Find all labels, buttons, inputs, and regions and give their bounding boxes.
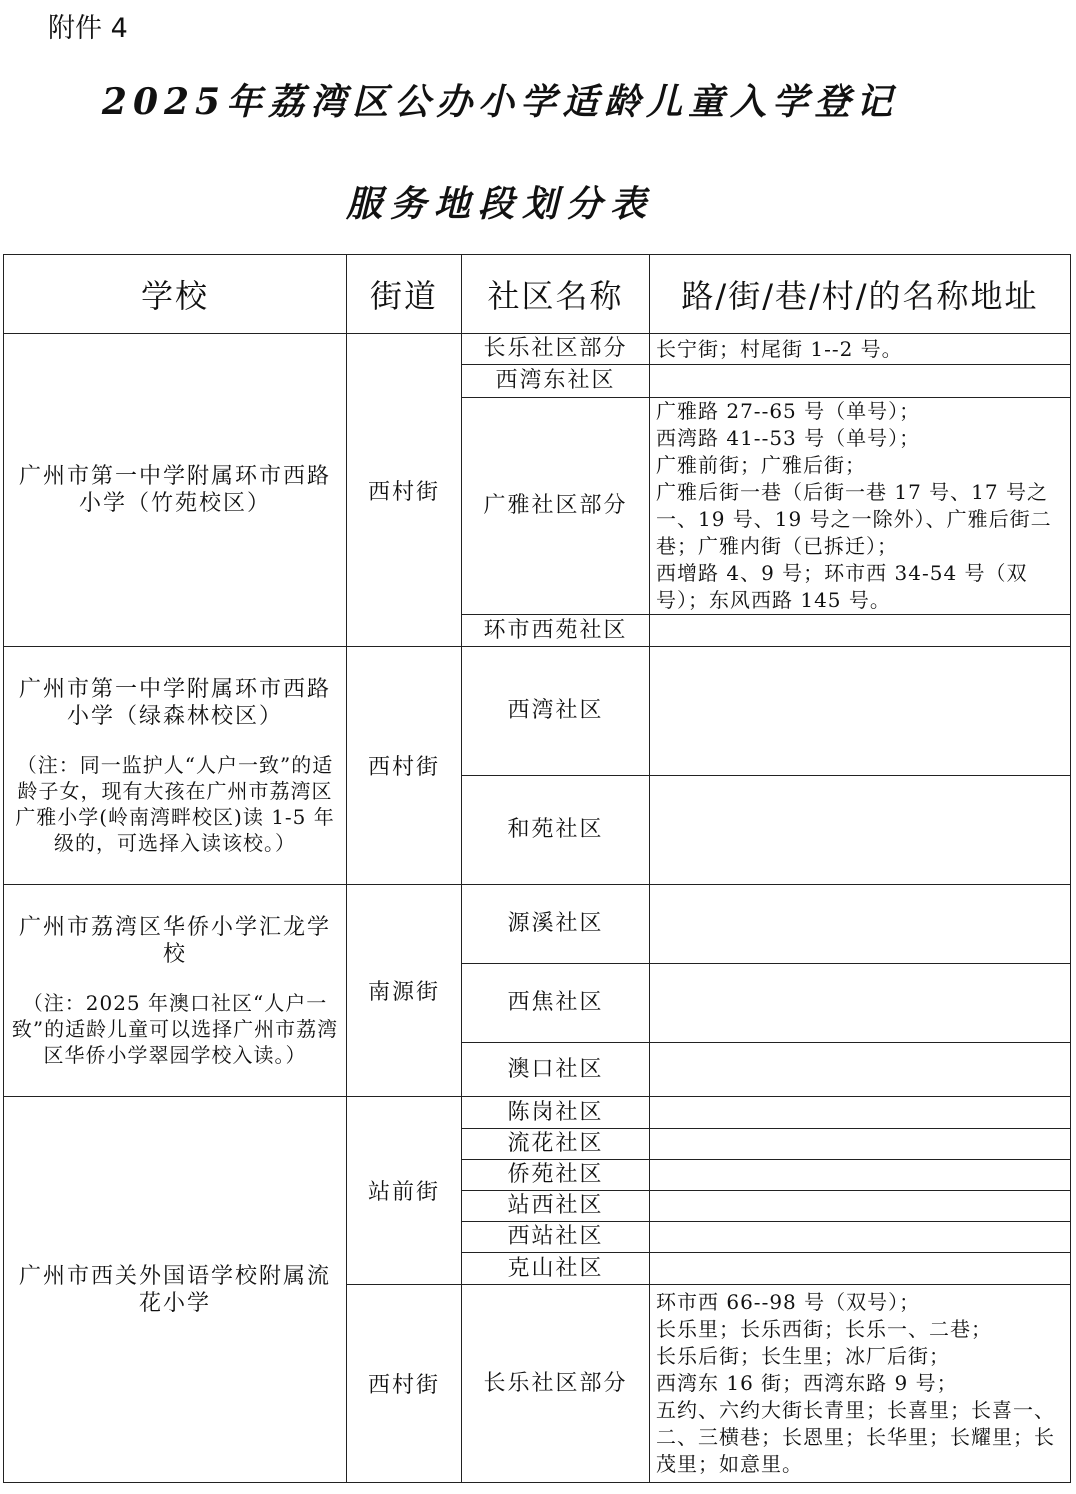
community-cell: 侨苑社区 xyxy=(462,1160,650,1191)
street-cell: 西村街 xyxy=(347,1285,462,1483)
community-cell: 流花社区 xyxy=(462,1129,650,1160)
school-name: 广州市第一中学附属环市西路小学（竹苑校区） xyxy=(18,464,331,516)
community-cell: 源溪社区 xyxy=(462,885,650,964)
school-cell xyxy=(4,334,347,647)
school-name: 广州市荔湾区华侨小学汇龙学校 xyxy=(18,914,331,967)
address-cell xyxy=(650,1043,1071,1097)
community-cell: 克山社区 xyxy=(462,1253,650,1285)
address-cell xyxy=(650,1191,1071,1222)
attachment-label: 附件 4 xyxy=(48,13,128,44)
street-cell: 南源街 xyxy=(347,885,462,1097)
community-cell: 西焦社区 xyxy=(462,964,650,1043)
street-cell: 西村街 xyxy=(347,334,462,647)
address-cell xyxy=(650,1253,1071,1285)
page-title-line1: 2025年荔湾区公办小学适龄儿童入学登记 xyxy=(101,81,899,123)
community-cell: 西湾东社区 xyxy=(462,365,650,398)
page-title-line2: 服务地段划分表 xyxy=(345,183,654,225)
service-area-table xyxy=(3,254,1071,1483)
header-community: 社区名称 xyxy=(462,255,650,334)
address-cell: 环市西 66--98 号（双号）； 长乐里；长乐西街；长乐一、二巷； 长乐后街；长生里；冰厂后街； 西湾东 16 街；西湾东路 9 号； 五约、六约大街长青里；长喜里；长喜一、二、三横巷；长恩里；长华里；长耀里；长茂里；如意里。 xyxy=(650,1285,1071,1483)
address-cell xyxy=(650,1097,1071,1129)
community-cell: 西湾社区 xyxy=(462,647,650,776)
community-cell: 和苑社区 xyxy=(462,776,650,885)
address-cell: 广雅路 27--65 号（单号）； 西湾路 41--53 号（单号）； 广雅前街；广雅后街； 广雅后街一巷（后街一巷 17 号、17 号之一、19 号、19 号之一除外）、广雅后街二巷；广雅内街（已拆迁）； 西增路 4、9 号；环市西 34-54 号（双号）；东风西路 145 号。 xyxy=(650,398,1071,615)
school-name: 广州市西关外国语学校附属流花小学 xyxy=(18,1263,331,1316)
address-cell xyxy=(650,885,1071,964)
community-cell: 西站社区 xyxy=(462,1222,650,1253)
school-cell xyxy=(4,647,347,885)
school-note: （注：2025 年澳口社区“人户一致”的适龄儿童可以选择广州市荔湾区华侨小学翠园学校入读。） xyxy=(11,990,339,1067)
table-row xyxy=(4,334,1071,365)
street-cell: 站前街 xyxy=(347,1097,462,1285)
header-school: 学校 xyxy=(4,255,347,334)
table-row xyxy=(4,647,1071,776)
header-street: 街道 xyxy=(347,255,462,334)
school-cell xyxy=(4,1097,347,1483)
street-cell: 西村街 xyxy=(347,647,462,885)
table-header-row xyxy=(4,255,1071,334)
address-cell xyxy=(650,647,1071,776)
community-cell: 站西社区 xyxy=(462,1191,650,1222)
address-cell xyxy=(650,1160,1071,1191)
address-cell xyxy=(650,1129,1071,1160)
community-cell: 广雅社区部分 xyxy=(462,398,650,615)
address-cell xyxy=(650,365,1071,398)
table-row xyxy=(4,1097,1071,1129)
table-row xyxy=(4,885,1071,964)
school-cell xyxy=(4,885,347,1097)
community-cell: 长乐社区部分 xyxy=(462,1285,650,1483)
community-cell: 陈岗社区 xyxy=(462,1097,650,1129)
community-cell: 环市西苑社区 xyxy=(462,615,650,647)
community-cell: 长乐社区部分 xyxy=(462,334,650,365)
header-address: 路/街/巷/村/的名称地址 xyxy=(650,255,1071,334)
community-cell: 澳口社区 xyxy=(462,1043,650,1097)
address-cell xyxy=(650,615,1071,647)
school-note: （注：同一监护人“人户一致”的适龄子女，现有大孩在广州市荔湾区广雅小学(岭南湾畔校区)读 1-5 年级的，可选择入读该校。） xyxy=(15,752,335,855)
address-cell xyxy=(650,1222,1071,1253)
address-cell xyxy=(650,964,1071,1043)
address-cell: 长宁街；村尾街 1--2 号。 xyxy=(650,334,1071,365)
school-name: 广州市第一中学附属环市西路小学（绿森林校区） xyxy=(18,676,331,729)
address-cell xyxy=(650,776,1071,885)
